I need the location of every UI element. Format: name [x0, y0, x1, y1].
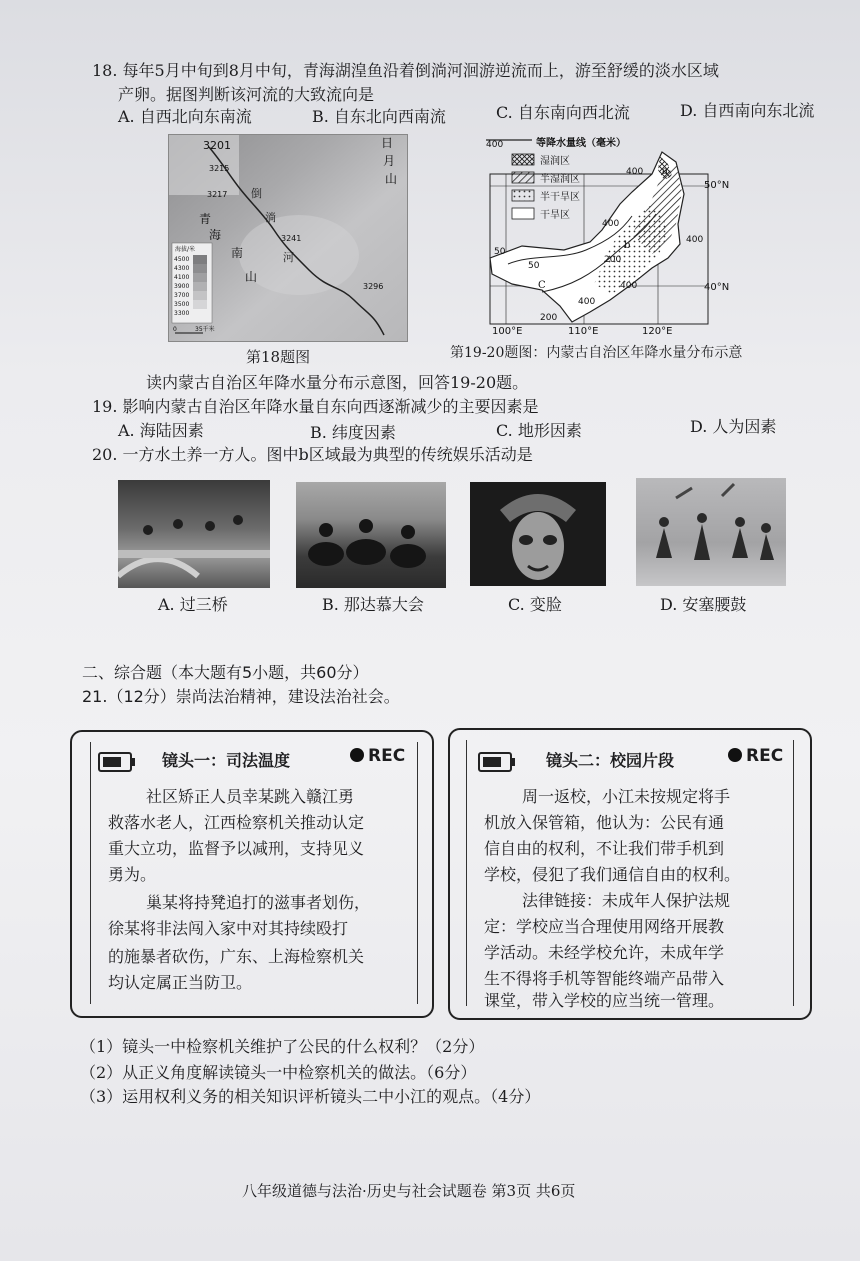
precip-legend-value: 400	[486, 140, 504, 150]
shot2-line: 法律链接：未成年人保护法规	[522, 891, 731, 910]
map18-label: 3296	[363, 282, 384, 291]
contour-label: 400	[626, 167, 644, 177]
zone-label: a	[662, 166, 668, 177]
precip-map-figure	[482, 134, 742, 336]
shot1-line: 重大立功，监督予以减刑，支持见义	[108, 839, 365, 858]
shot2-line: 信自由的权利，不让我们带手机到	[484, 839, 725, 858]
rec-dot-icon	[728, 748, 742, 762]
q21-stem: 21.（12分）崇尚法治精神，建设法治社会。	[82, 687, 400, 706]
contour-label: 200	[540, 313, 558, 323]
contour-label: 400	[686, 235, 704, 245]
map18-legend-value: 4100	[174, 274, 190, 281]
map18-label: 3217	[207, 190, 228, 199]
shot2-line: 课堂，带入学校的应当统一管理。	[484, 991, 725, 1010]
river-map-figure	[168, 134, 408, 342]
contour-label: 50	[494, 247, 506, 257]
precip-legend-item: 半湿润区	[540, 174, 580, 185]
photo-bridge-svg	[118, 480, 270, 588]
q19-option-a: A. 海陆因素	[118, 421, 204, 440]
precip-legend-item: 干旱区	[540, 210, 570, 221]
shot1-line: 勇为。	[108, 865, 157, 884]
contour-label: 50	[528, 261, 540, 271]
lat-label: 50°N	[704, 180, 730, 191]
map18-label: 海	[209, 228, 222, 242]
shot2-line: 周一返校，小江未按规定将手	[522, 787, 731, 806]
section-2-heading: 二、综合题（本大题有5小题，共60分）	[82, 663, 369, 682]
shot2-rec-label: REC	[746, 746, 784, 766]
photo-drum-svg	[636, 478, 786, 586]
contour-label: 400	[620, 281, 638, 291]
map18-legend-value: 3900	[174, 283, 190, 290]
map18-legend-value: 3700	[174, 292, 190, 299]
photo-bridge-walk	[118, 480, 270, 588]
map18-label: 倒	[251, 187, 262, 200]
zone-label: C	[538, 280, 546, 291]
map18-legend-title: 海拔/米	[175, 246, 196, 253]
map18-label: 日	[381, 136, 394, 150]
map18-label: 3241	[281, 234, 302, 243]
q19-20-intro: 读内蒙古自治区年降水量分布示意图，回答19-20题。	[146, 373, 529, 392]
precip-map-svg	[482, 134, 742, 336]
map18-legend-value: 3500	[174, 301, 190, 308]
q21-subquestion-3: （3）运用权利义务的相关知识评析镜头二中小江的观点。（4分）	[80, 1087, 541, 1106]
shot1-line: 巢某将持凳追打的滋事者划伤，	[146, 893, 371, 912]
q21-subquestion-2: （2）从正义角度解读镜头一中检察机关的做法。（6分）	[80, 1063, 477, 1082]
shot2-line: 生不得将手机等智能终端产品带入	[484, 969, 725, 988]
rec-dot-icon	[350, 748, 364, 762]
map18-label: 月	[383, 154, 396, 168]
shot1-line: 均认定属正当防卫。	[108, 973, 253, 992]
lat-label: 40°N	[704, 282, 730, 293]
zone-label: b	[624, 240, 631, 251]
map18-label: 南	[231, 246, 244, 260]
battery-icon	[98, 752, 132, 772]
page-footer: 八年级道德与法治·历史与社会试题卷 第3页 共6页	[242, 1182, 576, 1200]
contour-label: 400	[578, 297, 596, 307]
map18-label: 河	[283, 251, 294, 264]
map18-label: 3215	[209, 164, 230, 173]
shot1-rec-label: REC	[368, 746, 406, 766]
q20-option-b: B. 那达慕大会	[322, 595, 424, 614]
map18-label: 青	[199, 212, 212, 226]
shot2-line: 定：学校应当合理使用网络开展教	[484, 917, 725, 936]
shot1-line: 社区矫正人员幸某跳入赣江勇	[146, 787, 355, 806]
map18-label: 山	[385, 172, 398, 186]
battery-icon	[478, 752, 512, 772]
precip-legend-item: 湿润区	[540, 156, 570, 167]
photo-mask-svg	[470, 482, 606, 586]
map18-legend-value: 4300	[174, 265, 190, 272]
shot1-title: 镜头一：司法温度	[162, 751, 291, 770]
lon-label: 110°E	[568, 326, 599, 336]
q20-stem: 20. 一方水土养一方人。图中b区域最为典型的传统娱乐活动是	[92, 445, 533, 464]
lon-label: 120°E	[642, 326, 673, 336]
shot2-rec-indicator	[728, 746, 783, 766]
q21-subquestion-1: （1）镜头一中检察机关维护了公民的什么权利？（2分）	[80, 1037, 485, 1056]
contour-label: 200	[604, 255, 622, 265]
q19-stem: 19. 影响内蒙古自治区年降水量自东向西逐渐减少的主要因素是	[92, 397, 539, 416]
shot1-line: 救落水老人，江西检察机关推动认定	[108, 813, 365, 832]
map18-label: 淌	[265, 211, 276, 224]
map18-label: 3201	[203, 139, 231, 152]
q20-option-d: D. 安塞腰鼓	[660, 595, 747, 614]
q20-option-a: A. 过三桥	[158, 595, 228, 614]
photo-naadam	[296, 482, 446, 588]
photo-waist-drum	[636, 478, 786, 586]
q19-option-d: D. 人为因素	[690, 417, 777, 436]
map18-label: 山	[245, 270, 258, 284]
river-map-svg	[169, 135, 407, 341]
q20-option-c: C. 变脸	[508, 595, 562, 614]
shot2-line: 学活动。未经学校允许，未成年学	[484, 943, 725, 962]
shot1-line: 徐某将非法闯入家中对其持续殴打	[108, 919, 349, 938]
contour-label: 400	[602, 219, 620, 229]
shot1-line: 的施暴者砍伤，广东、上海检察机关	[108, 947, 365, 966]
q18-stem-line1: 18. 每年5月中旬到8月中旬，青海湖湟鱼沿着倒淌河洄游逆流而上，游至舒缓的淡水区域	[92, 61, 719, 80]
precip-legend-item: 半干旱区	[540, 192, 580, 203]
q18-option-b: B. 自东北向西南流	[312, 107, 446, 126]
map18-caption: 第18题图	[246, 348, 311, 366]
q19-option-c: C. 地形因素	[496, 421, 582, 440]
map19-caption: 第19-20题图：内蒙古自治区年降水量分布示意	[450, 345, 743, 361]
shot2-line: 机放入保管箱，他认为：公民有通	[484, 813, 725, 832]
shot2-title: 镜头二：校园片段	[546, 751, 675, 770]
precip-legend-item: 等降水量线（毫米）	[536, 138, 626, 149]
lon-label: 100°E	[492, 326, 523, 336]
photo-naadam-svg	[296, 482, 446, 588]
q18-option-a: A. 自西北向东南流	[118, 107, 252, 126]
q18-option-c: C. 自东南向西北流	[496, 103, 630, 122]
photo-face-changing	[470, 482, 606, 586]
q19-option-b: B. 纬度因素	[310, 423, 396, 442]
map18-legend-value: 3300	[174, 310, 190, 317]
shot2-line: 学校，侵犯了我们通信自由的权利。	[484, 865, 741, 884]
map18-legend-value: 4500	[174, 256, 190, 263]
map18-scale-start: 0	[173, 326, 177, 333]
shot1-rec-indicator	[350, 746, 405, 766]
map18-scale-end: 35千米	[195, 326, 215, 333]
q18-option-d: D. 自西南向东北流	[680, 101, 815, 120]
q18-stem-line2: 产卵。据图判断该河流的大致流向是	[118, 85, 375, 104]
